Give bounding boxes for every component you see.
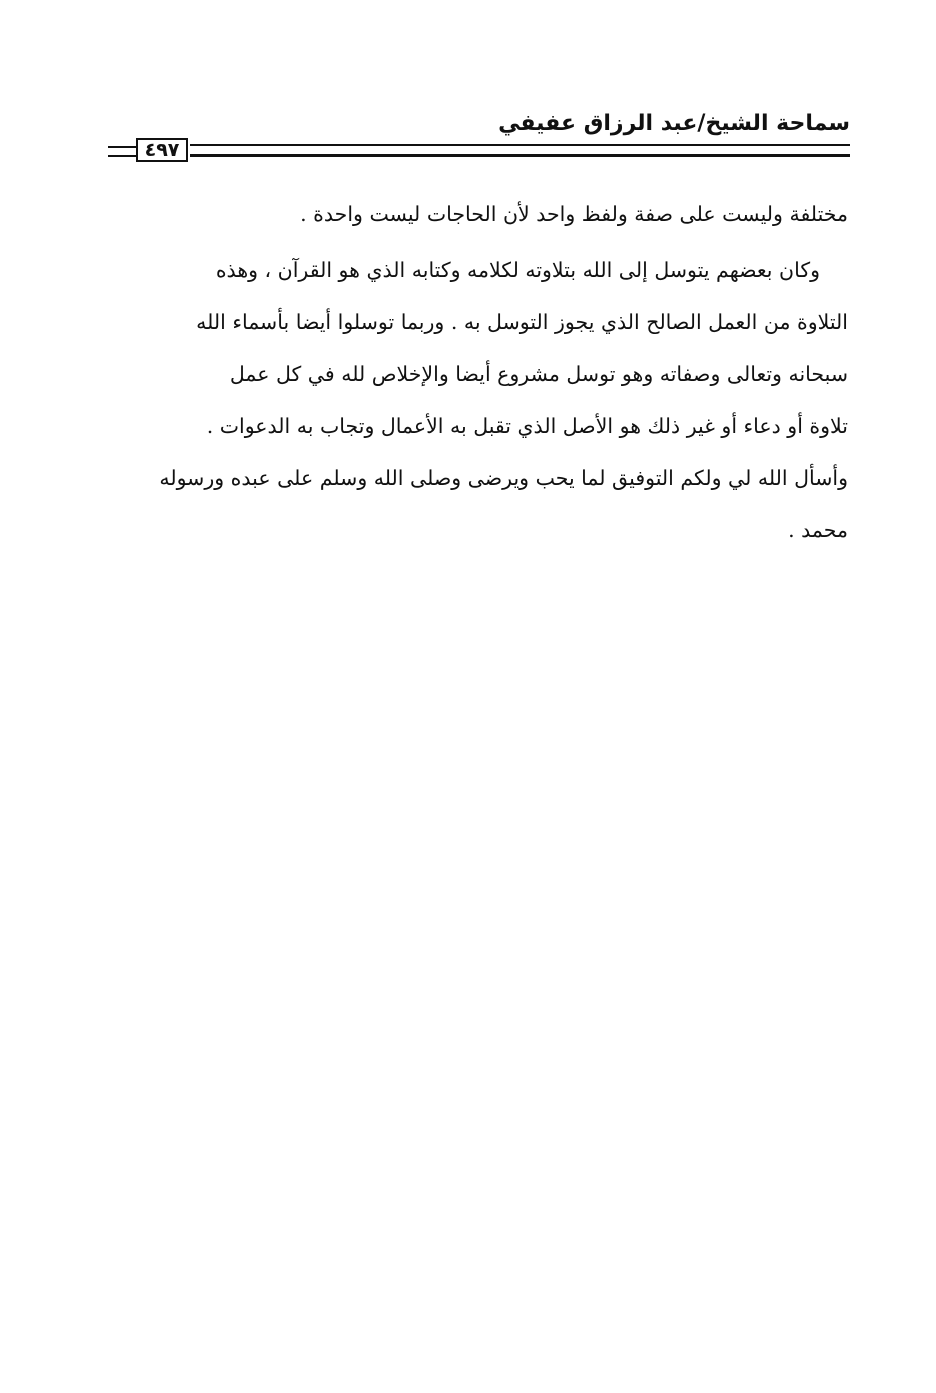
running-title: سماحة الشيخ/عبد الرزاق عفيفي [498,111,850,136]
text-line: تلاوة أو دعاء أو غير ذلك هو الأصل الذي تقبل به الأعمال وتجاب به الدعوات . [206,414,848,438]
paragraph-2 [112,244,848,556]
text-line: محمد . [788,518,848,542]
body-text [112,188,848,556]
text-line: وأسأل الله لي ولكم التوفيق لما يحب ويرضى وصلى الله وسلم على عبده ورسوله [159,466,848,490]
text-line: مختلفة وليست على صفة ولفظ واحد لأن الحاجات ليست واحدة . [300,202,848,226]
page-number: ٤٩٧ [136,138,188,162]
text-line: وكان بعضهم يتوسل إلى الله بتلاوته لكلامه وكتابه الذي هو القرآن ، وهذه [215,258,820,282]
page-header [108,104,850,174]
text-line: سبحانه وتعالى وصفاته وهو توسل مشروع أيضا والإخلاص لله في كل عمل [229,362,848,386]
text-line: التلاوة من العمل الصالح الذي يجوز التوسل به . وربما توسلوا أيضا بأسماء الله [196,310,848,334]
header-rule-main [190,144,850,157]
header-rule-left [108,146,136,157]
header-rule [108,138,850,164]
paragraph-1 [112,188,848,240]
